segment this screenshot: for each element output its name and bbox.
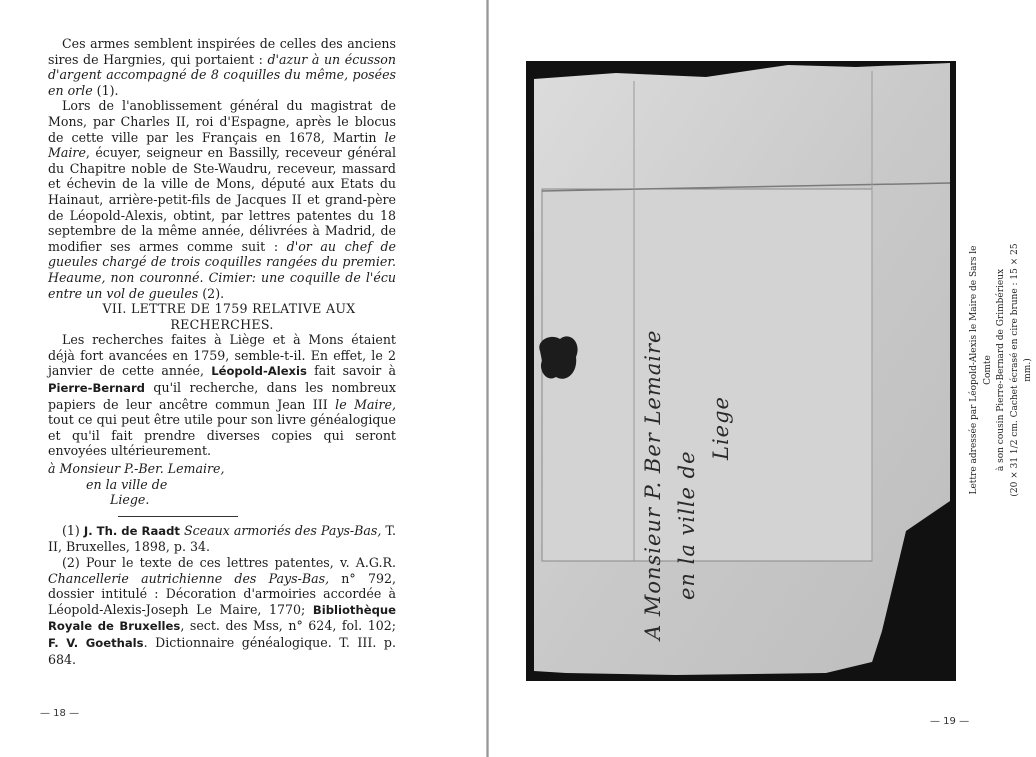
footnote-2 <box>48 555 396 667</box>
caption-line-3: (20 × 31 1/2 cm. Cachet écrasé en cire brune : 15 × 25 mm.) <box>1009 243 1033 497</box>
text-run: J. Th. de Raadt <box>83 523 180 538</box>
left-page-text <box>48 36 396 667</box>
book-gutter <box>486 0 489 757</box>
text-run: (1). <box>92 82 119 98</box>
section-title <box>48 301 396 332</box>
handwriting-line-1: A Monsieur P. Ber Lemaire <box>641 329 665 640</box>
text-run: T. II, Bruxelles, 1898, p. 34. <box>48 522 396 555</box>
caption-line-1: Lettre adressée par Léopold-Alexis le Maire de Sars le Comte <box>969 245 993 495</box>
address-line-2: en la ville de <box>86 476 168 492</box>
paragraph-armes <box>48 36 396 98</box>
text-run: d'azur à un écusson d'argent accompagné de 8 coquilles du même, posées en orle <box>48 51 396 98</box>
letter-address <box>48 461 396 508</box>
text-run: n° 792, dossier intitulé : Décoration d'armoiries accordée à Léopold-Alexis-Joseph Le Maire, 1770; <box>48 570 396 617</box>
text-run: Léopold-Alexis <box>211 364 307 379</box>
caption-line-2: à son cousin Pierre-Bernard de Grimbérieux <box>996 268 1006 472</box>
text-run: F. V. Goethals <box>48 635 144 650</box>
text-run: (2). <box>198 285 225 301</box>
text-run: (1) <box>62 522 84 538</box>
wax-seal <box>539 336 577 378</box>
address-line-3: Liege. <box>110 492 150 508</box>
text-run: Lors de l'anoblissement général du magistrat de Mons, par Charles II, roi d'Espagne, après le blocus de cette ville par les Français en 1678, Martin <box>48 98 396 145</box>
text-run: , sect. des Mss, n° 624, fol. 102; <box>180 618 396 634</box>
text-run: Pierre-Bernard <box>48 381 145 396</box>
text-run: Bibliothèque Royale de Bruxelles <box>48 602 396 634</box>
text-run: Sceaux armoriés des Pays-Bas, <box>183 522 382 538</box>
letter-paper-drawing <box>526 61 956 681</box>
footnote-1 <box>48 523 396 555</box>
letter-handwriting <box>636 260 738 640</box>
letter-photograph <box>526 61 956 681</box>
text-run: , écuyer, seigneur en Bassilly, receveur général du Chapitre noble de Ste-Waudru, receveur, massard et échevin de la ville de Mons, député aux Etats du Hainaut, arrière-petit-fils de Jacques II et grand-père de Léopold-Alexis, obtint, par lettres patentes du 18 septembre de la même année, délivrées à Madrid, de modifier ses armes comme suit : <box>48 145 396 254</box>
text-run: le Maire <box>48 129 396 161</box>
text-run: qu'il recherche, dans les nombreux papiers de leur ancêtre commun Jean III <box>48 380 396 412</box>
section-title-line1: VII. LETTRE DE 1759 RELATIVE AUX <box>102 301 356 317</box>
handwriting-line-3: Liege <box>709 396 733 460</box>
paragraph-anoblissement <box>48 98 396 301</box>
text-run: Chancellerie autrichienne des Pays-Bas, <box>48 570 330 586</box>
text-run: Les recherches faites à Liège et à Mons étaient déjà fort avancées en 1759, semble-t-il. En effet, le 2 janvier de cette année, <box>48 332 396 379</box>
text-run: fait savoir à <box>306 363 397 379</box>
address-line-1: à Monsieur P.-Ber. Lemaire, <box>48 461 225 477</box>
text-run: le Maire, <box>335 396 396 412</box>
footnotes <box>48 523 396 667</box>
page-number-right: — 19 — <box>930 716 970 727</box>
handwriting-line-2: en la ville de <box>675 450 699 600</box>
footnote-rule <box>118 516 238 517</box>
page-number-left: — 18 — <box>40 708 80 719</box>
photo-caption <box>968 240 1036 500</box>
text-run: . Dictionnaire généalogique. T. III. p. 684. <box>48 634 396 667</box>
section-title-line2: RECHERCHES. <box>170 316 274 332</box>
paragraph-recherches <box>48 332 396 459</box>
text-run: tout ce qui peut être utile pour son livre généalogique et qu'il fait prendre diverses copies qui seront envoyées ultérieurement. <box>48 412 396 459</box>
text-run: Ces armes semblent inspirées de celles des anciens sires de Hargnies, qui portaient : <box>48 36 396 67</box>
text-run: d'or au chef de gueules chargé de trois coquilles rangées du premier. Heaume, non couronné. Cimier: une coquille de l'écu entre un vol de gueules <box>48 238 396 301</box>
text-run: (2) Pour le texte de ces lettres patentes, v. A.G.R. <box>62 555 396 570</box>
